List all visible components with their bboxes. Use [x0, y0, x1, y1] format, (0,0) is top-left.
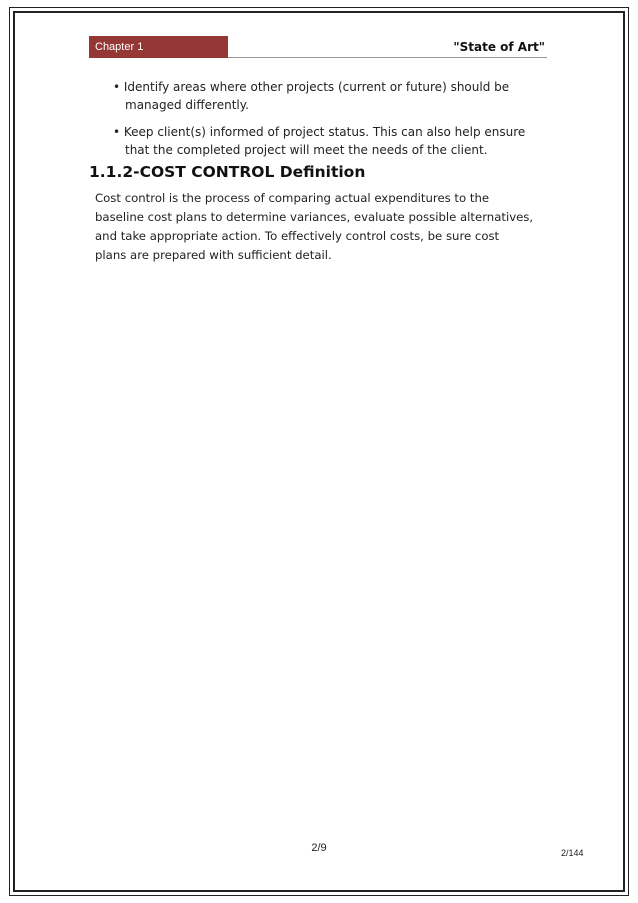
chapter-tab: [89, 36, 228, 58]
bullet-line-continued: managed differently.: [125, 98, 249, 112]
definition-paragraph: [95, 189, 555, 265]
paragraph-line: Cost control is the process of comparing actual expenditures to the: [95, 191, 490, 205]
bullet-line: • Identify areas where other projects (current or future) should be: [113, 80, 510, 94]
chapter-label: Chapter 1: [95, 41, 144, 53]
paragraph-line: plans are prepared with sufficient detail.: [95, 248, 332, 262]
header-title: "State of Art": [453, 40, 545, 54]
bullet-line: • Keep client(s) informed of project status. This can also help ensure: [113, 125, 526, 139]
paragraph-line: baseline cost plans to determine variances, evaluate possible alternatives,: [95, 210, 534, 224]
bullet-item: [113, 78, 543, 114]
bullet-item: [113, 123, 543, 159]
paragraph-line: and take appropriate action. To effectively control costs, be sure cost: [95, 229, 500, 243]
bullet-line-continued: that the completed project will meet the needs of the client.: [125, 143, 488, 157]
header-divider: [228, 57, 547, 58]
bullet-list: [113, 78, 543, 168]
page-number: 2/9: [311, 842, 327, 854]
slide-counter: 2/144: [561, 848, 584, 858]
section-heading: 1.1.2-COST CONTROL Definition: [89, 163, 366, 181]
